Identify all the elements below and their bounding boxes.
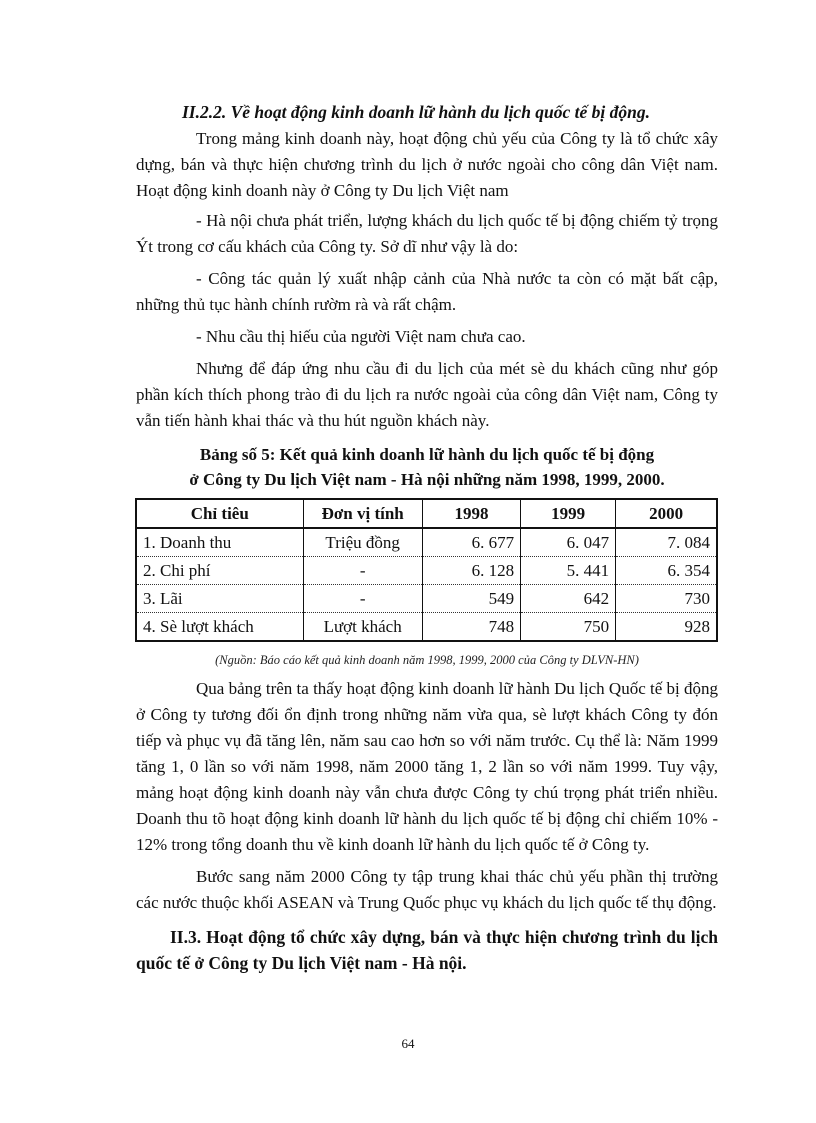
- paragraph-intro: Trong mảng kinh doanh này, hoạt động chủ yếu của Công ty là tổ chức xây dựng, bán và thực hiện chương trình du lịch ở nước ngoài cho công dân Việt nam. Hoạt động kinh doanh này ở Công ty Du lịch Việt nam: [136, 129, 718, 200]
- section-heading: II.2.2. Về hoạt động kinh doanh lữ hành du lịch quốc tế bị động.: [182, 102, 651, 122]
- cell-1998: 748: [422, 613, 520, 642]
- header-indicator: Chỉ tiêu: [136, 499, 303, 528]
- cell-1999: 5. 441: [521, 557, 616, 585]
- paragraph-hanoi-status: - Hà nội chưa phát triển, lượng khách du lịch quốc tế bị động chiếm tỷ trọng Ýt trong cơ cấu khách của Công ty. Sở dĩ như vậy là do:: [136, 211, 718, 256]
- cell-unit: Triệu đồng: [303, 528, 422, 557]
- cell-1998: 549: [422, 585, 520, 613]
- cell-indicator: 4. Sè lượt khách: [136, 613, 303, 642]
- table-source-note: (Nguồn: Báo cáo kết quả kinh doanh năm 1998, 1999, 2000 của Công ty DLVN-HN): [215, 653, 639, 667]
- header-1999: 1999: [521, 499, 616, 528]
- header-2000: 2000: [616, 499, 717, 528]
- cell-1999: 750: [521, 613, 616, 642]
- paragraph-analysis: Qua bảng trên ta thấy hoạt động kinh doanh lữ hành Du lịch Quốc tế bị động ở Công ty tương đối ổn định trong những năm vừa qua, sè lượt khách Công ty đón tiếp và phục vụ đã tăng lên, năm sau cao hơn so với năm trước. Cụ thể là: Năm 1999 tăng 1, 0 lần so với năm 1998, năm 2000 tăng 1, 2 lần so với năm 1999. Tuy vậy, mảng hoạt động kinh doanh này vẫn chưa được Công ty chú trọng phát triển nhiều. Doanh thu tõ hoạt động kinh doanh lữ hành du lịch quốc tế bị động chỉ chiếm 10% - 12% trong tổng doanh thu về kinh doanh lữ hành du lịch quốc tế ở Công ty.: [136, 679, 718, 854]
- cell-1999: 642: [521, 585, 616, 613]
- page-content: [136, 98, 718, 976]
- cell-2000: 928: [616, 613, 717, 642]
- table-row: [136, 528, 717, 557]
- cell-indicator: 1. Doanh thu: [136, 528, 303, 557]
- page-number: 64: [401, 1036, 415, 1051]
- header-unit: Đơn vị tính: [303, 499, 422, 528]
- cell-unit: -: [303, 557, 422, 585]
- cell-1999: 6. 047: [521, 528, 616, 557]
- cell-2000: 730: [616, 585, 717, 613]
- paragraph-reason-demand: - Nhu cầu thị hiếu của người Việt nam chưa cao.: [196, 327, 526, 346]
- cell-unit: -: [303, 585, 422, 613]
- paragraph-reason-immigration: - Công tác quản lý xuất nhập cảnh của Nhà nước ta còn có mặt bất cập, những thủ tục hành chính rườm rà và rất chậm.: [136, 269, 718, 314]
- cell-1998: 6. 128: [422, 557, 520, 585]
- paragraph-company-effort: Nhưng để đáp ứng nhu cầu đi du lịch của mét sè du khách cũng như góp phần kích thích phong trào đi du lịch ra nước ngoài của công dân Việt nam, Công ty vẫn tiến hành khai thác và thu hút nguồn khách này.: [136, 359, 718, 430]
- paragraph-2000-focus: Bước sang năm 2000 Công ty tập trung khai thác chủ yếu phần thị trường các nước thuộc khối ASEAN và Trung Quốc phục vụ khách du lịch quốc tế thụ động.: [136, 867, 718, 912]
- results-table: [135, 498, 718, 642]
- table-row: [136, 585, 717, 613]
- cell-unit: Lượt khách: [303, 613, 422, 642]
- subsection-heading: II.3. Hoạt động tổ chức xây dựng, bán và thực hiện chương trình du lịch quốc tế ở Công ty Du lịch Việt nam - Hà nội.: [136, 927, 718, 973]
- table-row: [136, 613, 717, 642]
- table-title-line2: ở Công ty Du lịch Việt nam - Hà nội những năm 1998, 1999, 2000.: [189, 470, 665, 489]
- cell-indicator: 2. Chi phí: [136, 557, 303, 585]
- cell-indicator: 3. Lãi: [136, 585, 303, 613]
- cell-2000: 6. 354: [616, 557, 717, 585]
- cell-1998: 6. 677: [422, 528, 520, 557]
- header-1998: 1998: [422, 499, 520, 528]
- table-header-row: [136, 499, 717, 528]
- table-title: [136, 442, 718, 492]
- table-row: [136, 557, 717, 585]
- cell-2000: 7. 084: [616, 528, 717, 557]
- table-title-line1: Bảng số 5: Kết quả kinh doanh lữ hành du lịch quốc tế bị động: [199, 445, 655, 464]
